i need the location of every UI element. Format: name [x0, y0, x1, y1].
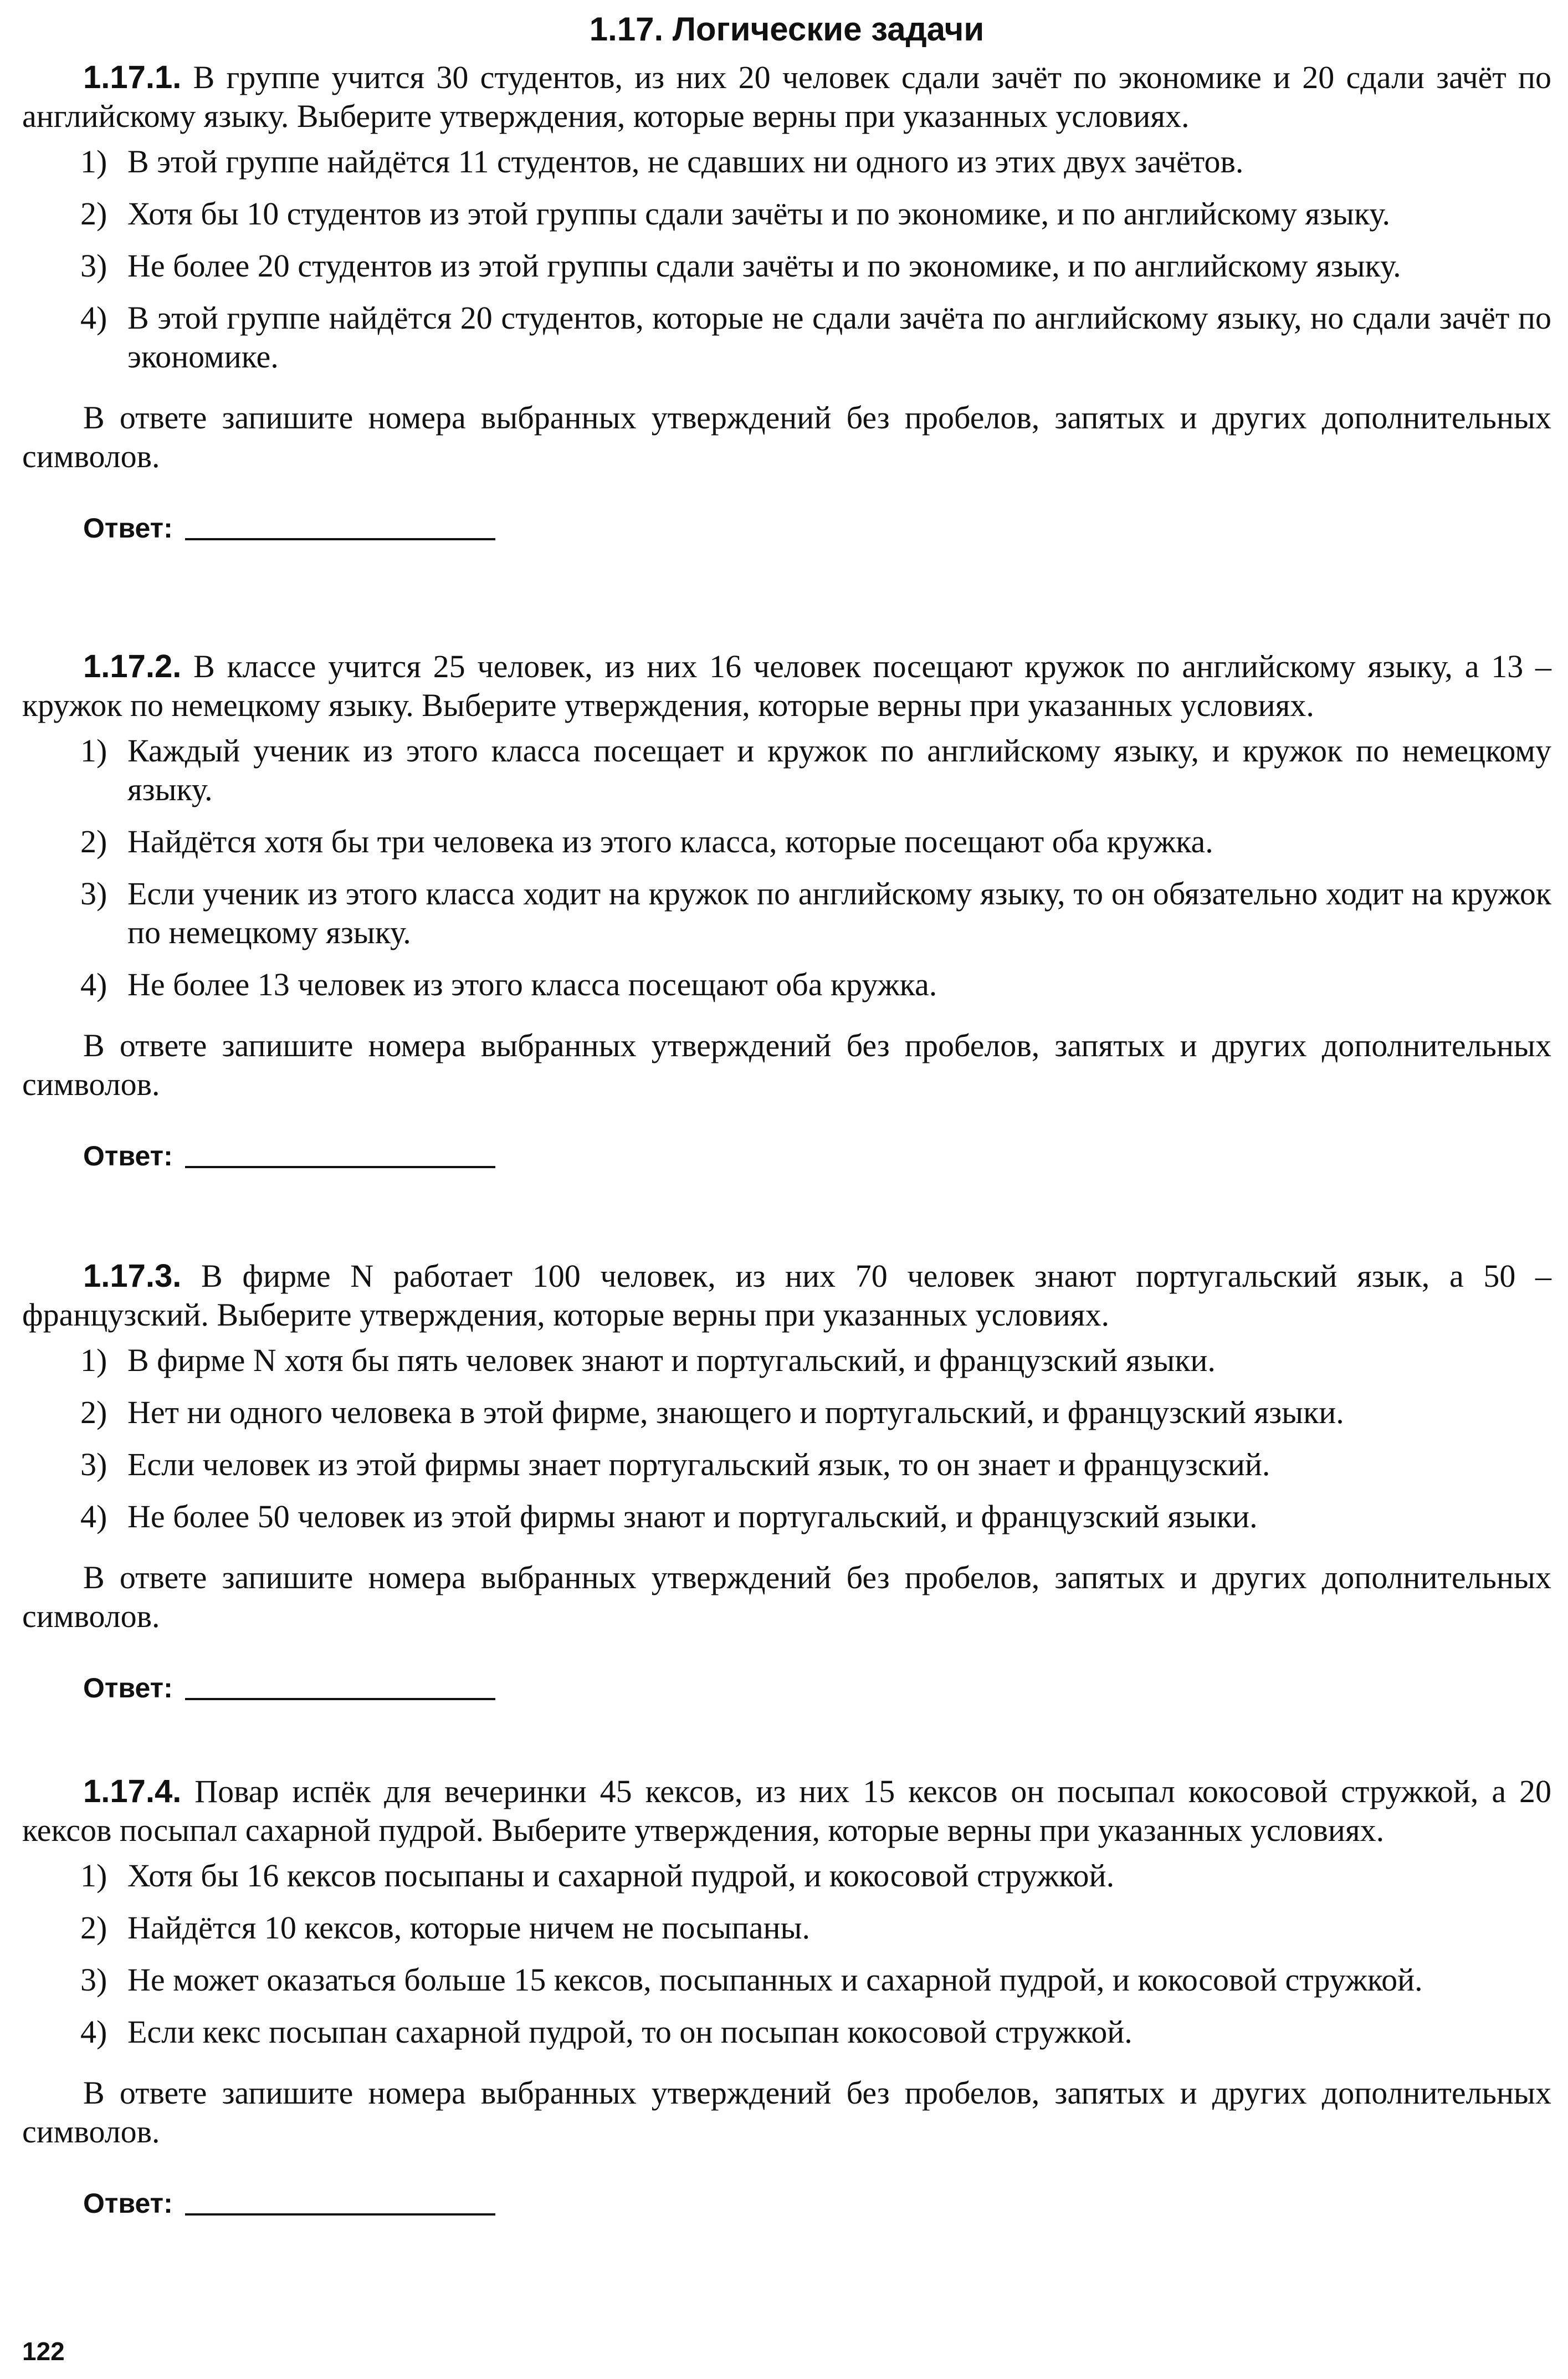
- option-text: Не более 50 человек из этой фирмы знают и португальский, и французский языки.: [127, 1498, 1258, 1534]
- option-1: [22, 142, 1551, 181]
- problem-text: В классе учится 25 человек, из них 16 человек посещают кружок по английскому языку, а 13 – кружок по немецкому языку. Выберите утверждения, которые верны при указанных условиях.: [22, 648, 1551, 723]
- options-list: [22, 142, 1551, 376]
- option-4: [22, 965, 1551, 1004]
- option-number: 2): [80, 196, 107, 232]
- option-number: 2): [80, 1910, 107, 1946]
- option-number: 3): [80, 876, 107, 912]
- option-number: 2): [80, 823, 107, 859]
- option-number: 1): [80, 1858, 107, 1894]
- option-1: [22, 1341, 1551, 1380]
- option-text: Хотя бы 16 кексов посыпаны и сахарной пудрой, и кокосовой стружкой.: [127, 1858, 1115, 1894]
- problem-number: 1.17.3.: [83, 1258, 182, 1294]
- answer-label: Ответ:: [83, 1140, 173, 1171]
- problem-number: 1.17.2.: [83, 648, 182, 684]
- option-text: Если ученик из этого класса ходит на кружок по английскому языку, то он обязательно ходит на кружок по немецкому языку.: [127, 876, 1551, 950]
- problem-1-17-1: [22, 58, 1551, 545]
- option-number: 3): [80, 248, 107, 284]
- answer-label: Ответ:: [83, 2188, 173, 2219]
- option-number: 4): [80, 1498, 107, 1534]
- option-4: [22, 2013, 1551, 2051]
- problem-statement: [22, 1772, 1551, 1850]
- problem-1-17-2: [22, 647, 1551, 1173]
- answer-blank[interactable]: [185, 2213, 495, 2216]
- answer-row: [83, 1660, 1551, 1705]
- option-3: [22, 247, 1551, 285]
- problem-number: 1.17.4.: [83, 1773, 182, 1809]
- option-number: 1): [80, 1342, 107, 1378]
- option-text: В этой группе найдётся 20 студентов, которые не сдали зачёта по английскому языку, но сдали зачёт по экономике.: [127, 300, 1551, 375]
- option-text: Не может оказаться больше 15 кексов, посыпанных и сахарной пудрой, и кокосовой стружкой.: [127, 1962, 1423, 1998]
- option-4: [22, 1497, 1551, 1536]
- option-text: Нет ни одного человека в этой фирме, знающего и португальский, и французский языки.: [127, 1394, 1344, 1430]
- option-number: 4): [80, 300, 107, 336]
- option-number: 3): [80, 1962, 107, 1998]
- answer-instruction: В ответе запишите номера выбранных утверждений без пробелов, запятых и других дополнительных символов.: [22, 400, 1551, 474]
- option-text: Не более 20 студентов из этой группы сдали зачёты и по экономике, и по английскому языку.: [127, 248, 1401, 284]
- option-3: [22, 874, 1551, 952]
- option-text: Каждый ученик из этого класса посещает и кружок по английскому языку, и кружок по немецкому языку.: [127, 733, 1551, 807]
- option-number: 2): [80, 1394, 107, 1430]
- options-list: [22, 731, 1551, 1004]
- option-2: [22, 1393, 1551, 1432]
- option-text: Найдётся хотя бы три человека из этого класса, которые посещают оба кружка.: [127, 823, 1213, 859]
- problem-1-17-3: [22, 1257, 1551, 1705]
- option-2: [22, 1909, 1551, 1947]
- section-title: 1.17. Логические задачи: [589, 11, 985, 48]
- options-list: [22, 1341, 1551, 1536]
- answer-blank[interactable]: [185, 538, 495, 540]
- answer-row: [83, 500, 1551, 545]
- problem-number: 1.17.1.: [83, 59, 182, 95]
- option-number: 1): [80, 733, 107, 769]
- option-text: В фирме N хотя бы пять человек знают и португальский, и французский языки.: [127, 1342, 1216, 1378]
- page: [22, 0, 1551, 2379]
- option-text: Если человек из этой фирмы знает португальский язык, то он знает и французский.: [127, 1446, 1270, 1482]
- problem-1-17-4: [22, 1772, 1551, 2220]
- answer-row: [83, 2176, 1551, 2220]
- option-number: 4): [80, 966, 107, 1002]
- answer-instruction: В ответе запишите номера выбранных утверждений без пробелов, запятых и других дополнительных символов.: [22, 2075, 1551, 2150]
- option-1: [22, 1856, 1551, 1895]
- options-list: [22, 1856, 1551, 2051]
- answer-blank[interactable]: [185, 1698, 495, 1700]
- option-3: [22, 1961, 1551, 1999]
- problem-statement: [22, 647, 1551, 725]
- option-2: [22, 195, 1551, 233]
- option-text: В этой группе найдётся 11 студентов, не сдавших ни одного из этих двух зачётов.: [127, 144, 1244, 180]
- option-text: Если кекс посыпан сахарной пудрой, то он посыпан кокосовой стружкой.: [127, 2014, 1133, 2050]
- option-4: [22, 299, 1551, 376]
- option-number: 3): [80, 1446, 107, 1482]
- problem-text: В фирме N работает 100 человек, из них 70 человек знают португальский язык, а 50 – французский. Выберите утверждения, которые верны при указанных условиях.: [22, 1258, 1551, 1333]
- option-text: Не более 13 человек из этого класса посещают оба кружка.: [127, 966, 937, 1002]
- answer-instruction: В ответе запишите номера выбранных утверждений без пробелов, запятых и других дополнительных символов.: [22, 1027, 1551, 1102]
- page-number: 122: [22, 2337, 65, 2366]
- option-text: Найдётся 10 кексов, которые ничем не посыпаны.: [127, 1910, 810, 1946]
- option-number: 1): [80, 144, 107, 180]
- option-3: [22, 1445, 1551, 1484]
- answer-label: Ответ:: [83, 513, 173, 544]
- answer-row: [83, 1128, 1551, 1173]
- problem-text: Повар испёк для вечеринки 45 кексов, из них 15 кексов он посыпал кокосовой стружкой, а 20 кексов посыпал сахарной пудрой. Выберите утверждения, которые верны при указанных условиях.: [22, 1773, 1551, 1848]
- problem-statement: [22, 58, 1551, 136]
- problem-text: В группе учится 30 студентов, из них 20 человек сдали зачёт по экономике и 20 сдали зачёт по английскому языку. Выберите утверждения, которые верны при указанных условиях.: [22, 59, 1552, 134]
- problem-statement: [22, 1257, 1551, 1334]
- option-2: [22, 822, 1551, 861]
- option-text: Хотя бы 10 студентов из этой группы сдали зачёты и по экономике, и по английскому языку.: [127, 196, 1390, 232]
- answer-label: Ответ:: [83, 1672, 173, 1703]
- answer-instruction: В ответе запишите номера выбранных утверждений без пробелов, запятых и других дополнительных символов.: [22, 1559, 1551, 1634]
- option-1: [22, 731, 1551, 809]
- answer-blank[interactable]: [185, 1166, 495, 1168]
- option-number: 4): [80, 2014, 107, 2050]
